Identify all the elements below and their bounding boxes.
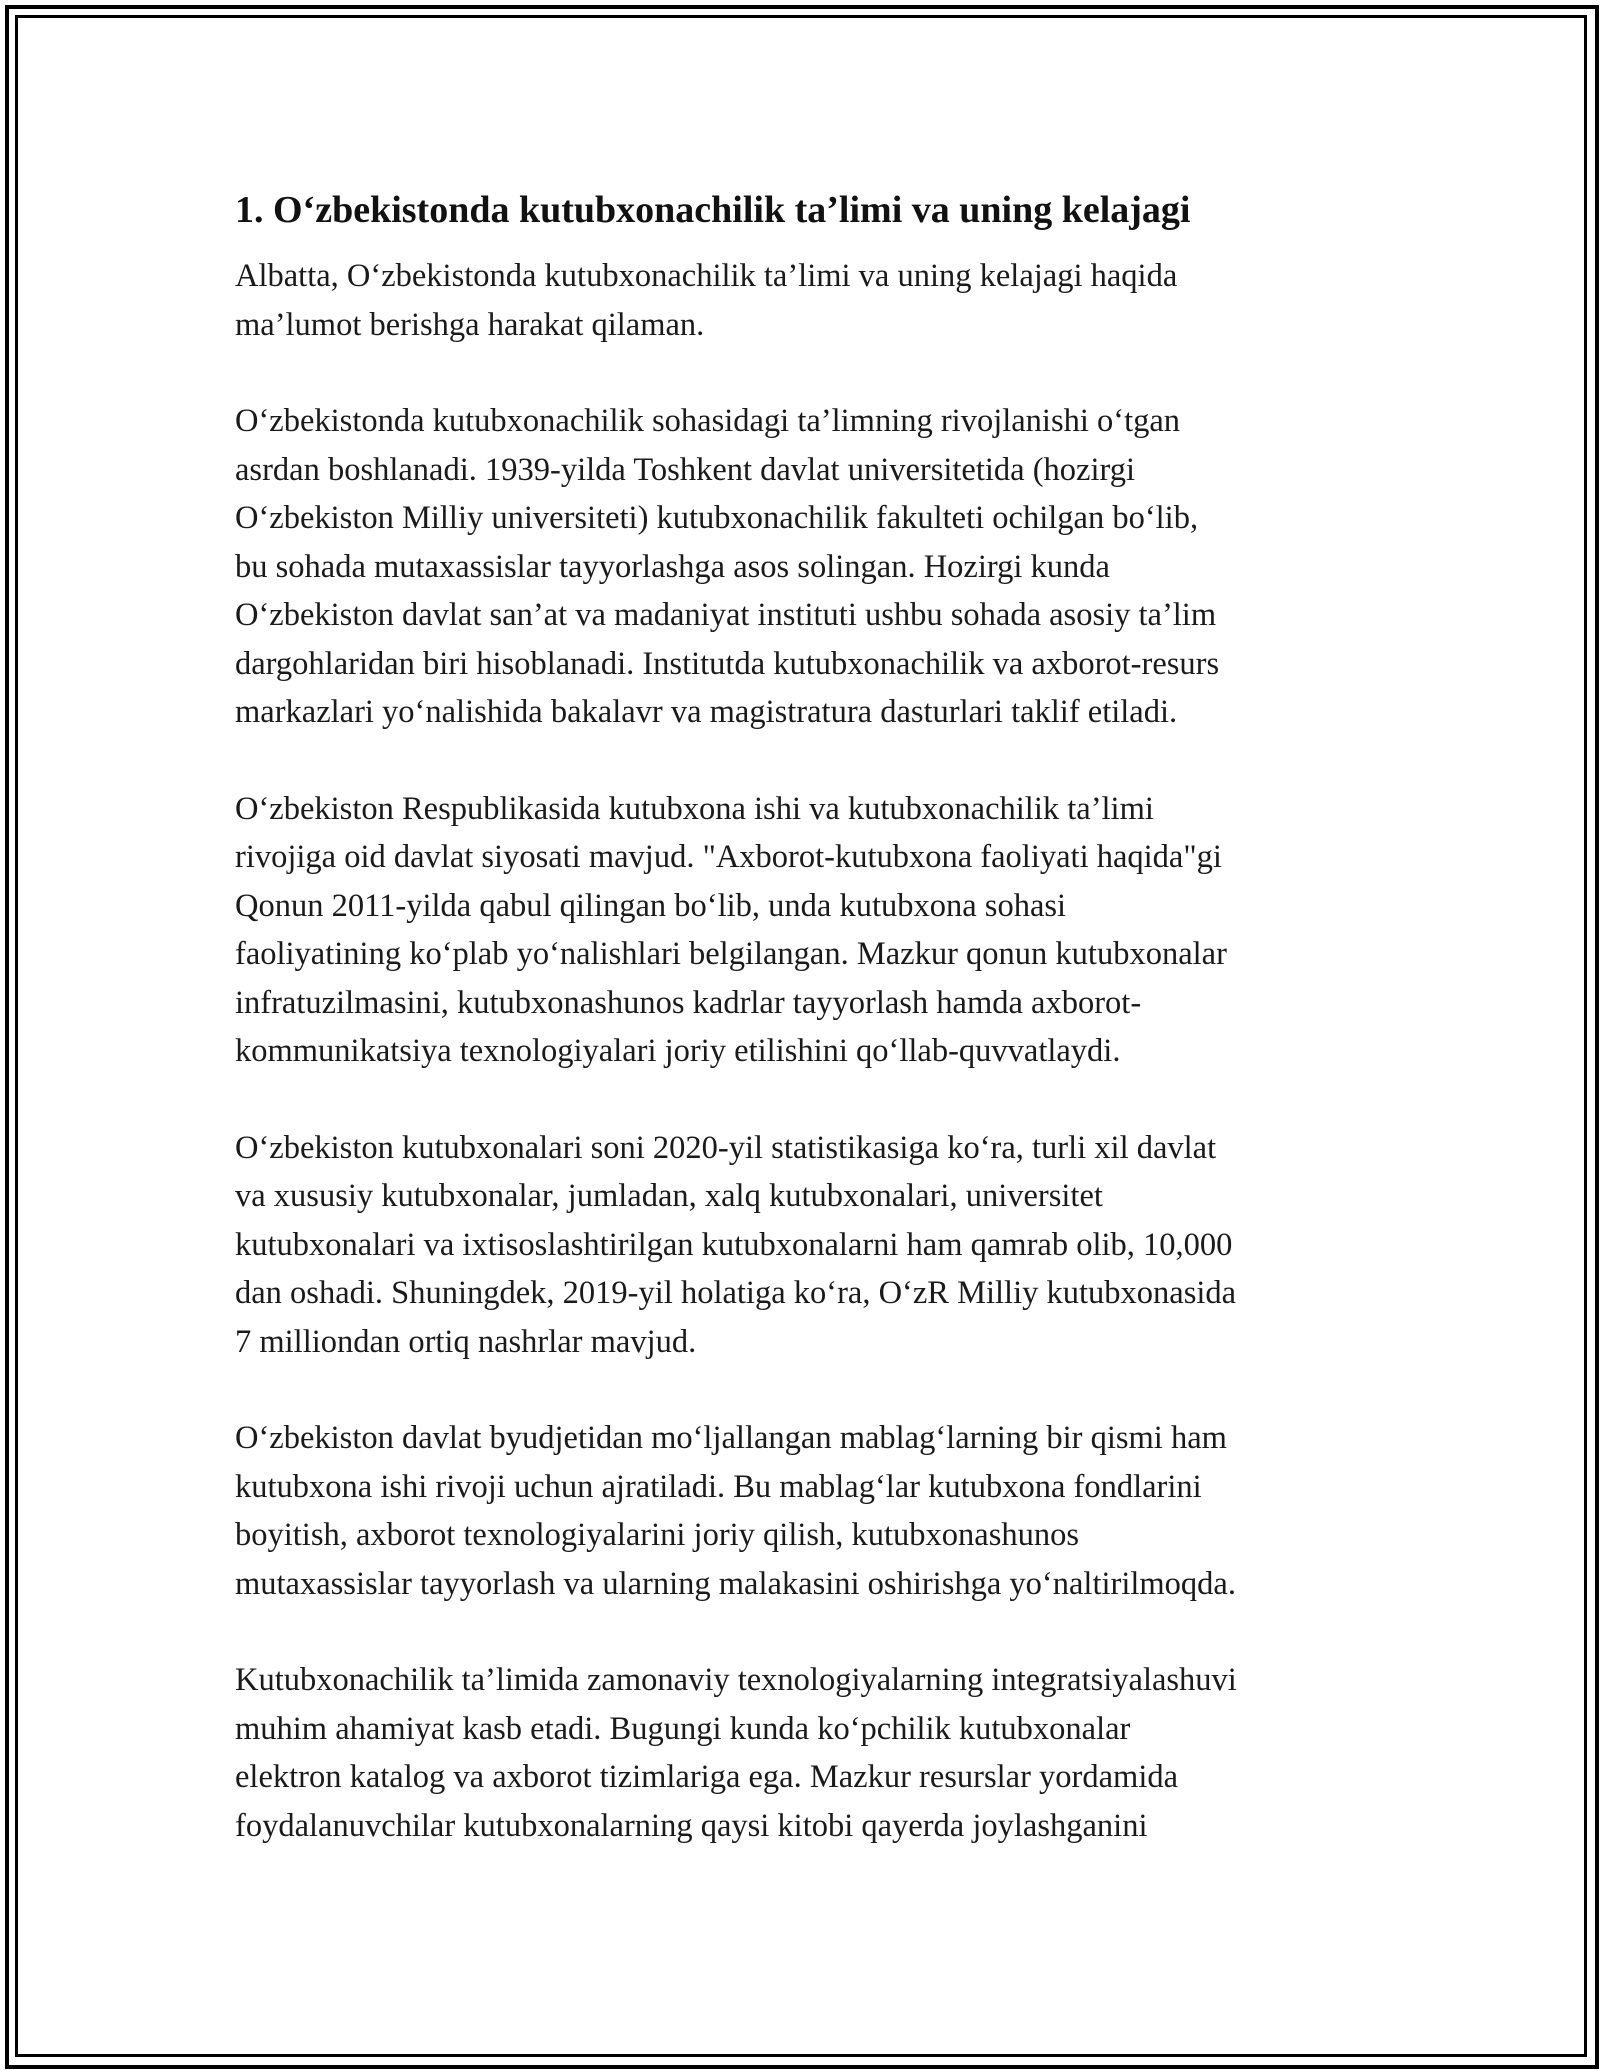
paragraph-line: 7 milliondan ortiq nashrlar mavjud.	[235, 1323, 697, 1360]
document-body	[235, 186, 1385, 1898]
paragraph-line: bu sohada mutaxassislar tayyorlashga asos solingan. Hozirgi kunda	[235, 548, 1110, 585]
paragraph-line: markazlari yo‘nalishida bakalavr va magistratura dasturlari taklif etiladi.	[235, 694, 1178, 730]
paragraph-line: boyitish, axborot texnologiyalarini joriy qilish, kutubxonashunos	[235, 1517, 1080, 1553]
paragraph-line: dargohlaridan biri hisoblanadi. Institutda kutubxonachilik va axborot-resurs	[235, 645, 1220, 682]
paragraph-line: faoliyatining ko‘plab yo‘nalishlari belgilangan. Mazkur qonun kutubxonalar	[235, 936, 1227, 972]
paragraph-line: O‘zbekiston davlat san’at va madaniyat instituti ushbu sohada asosiy ta’lim	[235, 597, 1217, 633]
paragraph-line: va xususiy kutubxonalar, jumladan, xalq kutubxonalari, universitet	[235, 1178, 1103, 1214]
paragraph-list	[235, 252, 1385, 1850]
paragraph-line: O‘zbekiston davlat byudjetidan mo‘ljallangan mablag‘larning bir qismi ham	[235, 1420, 1227, 1456]
paragraph-line: dan oshadi. Shuningdek, 2019-yil holatiga ko‘ra, O‘zR Milliy kutubxonasida	[235, 1275, 1237, 1311]
paragraph-line: rivojiga oid davlat siyosati mavjud. "Axborot-kutubxona faoliyati haqida"gi	[235, 839, 1222, 875]
paragraph	[235, 1414, 1385, 1608]
paragraph-line: kutubxonalari va ixtisoslashtirilgan kutubxonalarni ham qamrab olib, 10,000	[235, 1226, 1233, 1263]
paragraph	[235, 397, 1385, 737]
paragraph-line: foydalanuvchilar kutubxonalarning qaysi kitobi qayerda joylashganini	[235, 1807, 1148, 1844]
paragraph-line: Albatta, O‘zbekistonda kutubxonachilik ta’limi va uning kelajagi haqida	[235, 258, 1178, 294]
paragraph-line: mutaxassislar tayyorlash va ularning malakasini oshirishga yo‘naltirilmoqda.	[235, 1565, 1236, 1602]
paragraph-line: muhim ahamiyat kasb etadi. Bugungi kunda ko‘pchilik kutubxonalar	[235, 1710, 1131, 1747]
paragraph-line: O‘zbekiston kutubxonalari soni 2020-yil statistikasiga ko‘ra, turli xil davlat	[235, 1129, 1217, 1166]
paragraph-line: O‘zbekiston Milliy universiteti) kutubxonachilik fakulteti ochilgan bo‘lib,	[235, 500, 1199, 536]
paragraph	[235, 1656, 1385, 1850]
paragraph-line: asrdan boshlanadi. 1939-yilda Toshkent davlat universitetida (hozirgi	[235, 451, 1136, 488]
paragraph	[235, 785, 1385, 1076]
paragraph-line: elektron katalog va axborot tizimlariga ega. Mazkur resurslar yordamida	[235, 1759, 1179, 1795]
paragraph-line: Qonun 2011-yilda qabul qilingan bo‘lib, unda kutubxona sohasi	[235, 887, 1067, 924]
paragraph	[235, 252, 1385, 349]
paragraph-line: kommunikatsiya texnologiyalari joriy etilishini qo‘llab-quvvatlaydi.	[235, 1033, 1121, 1069]
paragraph-line: kutubxona ishi rivoji uchun ajratiladi. Bu mablag‘lar kutubxona fondlarini	[235, 1468, 1202, 1505]
paragraph-line: infratuzilmasini, kutubxonashunos kadrlar tayyorlash hamda axborot-	[235, 984, 1142, 1021]
paragraph	[235, 1124, 1385, 1367]
paragraph-line: Kutubxonachilik ta’limida zamonaviy texnologiyalarning integratsiyalashuvi	[235, 1662, 1237, 1698]
paragraph-line: O‘zbekiston Respublikasida kutubxona ishi va kutubxonachilik ta’limi	[235, 790, 1154, 827]
paragraph-line: O‘zbekistonda kutubxonachilik sohasidagi ta’limning rivojlanishi o‘tgan	[235, 403, 1181, 439]
document-title: 1. O‘zbekistonda kutubxonachilik ta’limi va uning kelajagi	[235, 189, 1191, 231]
paragraph-line: ma’lumot berishga harakat qilaman.	[235, 306, 705, 343]
